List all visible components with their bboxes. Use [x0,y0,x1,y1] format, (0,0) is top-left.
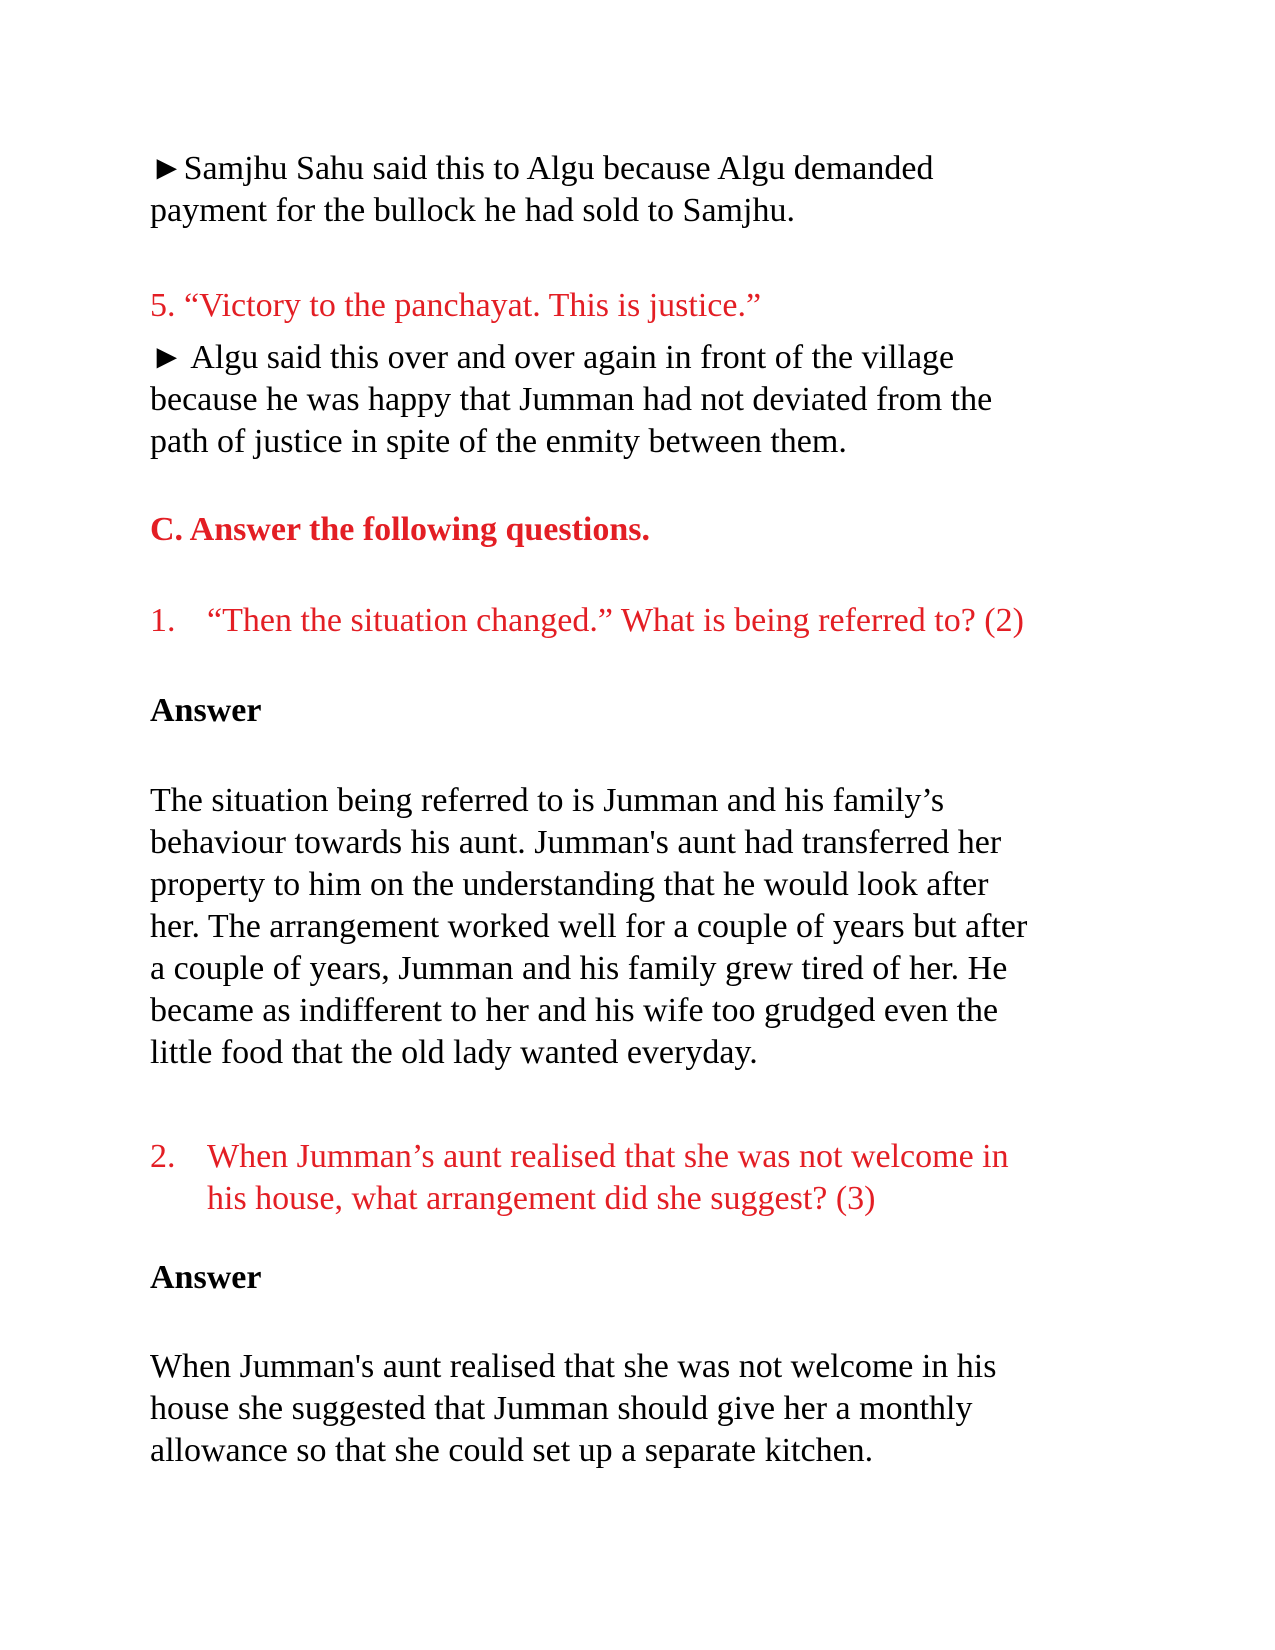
answer-paragraph-4: ►Samjhu Sahu said this to Algu because Algu demanded payment for the bullock he had sold to Samjhu. [150,150,934,229]
question-2-number: 2. [150,1138,176,1175]
answer-2-heading: Answer [150,1259,262,1296]
question-2 [150,1136,1110,1220]
quote-question-5: 5. “Victory to the panchayat. This is justice.” [150,287,762,324]
question-1-number: 1. [150,602,176,639]
section-heading: C. Answer the following questions. [150,511,650,548]
question-1 [150,600,1110,642]
answer-1-heading: Answer [150,692,262,729]
answer-paragraph-5: ► Algu said this over and over again in front of the village because he was happy that Jumman had not deviated from the path of justice in spite of the enmity between them. [150,339,993,460]
question-2-text: When Jumman’s aunt realised that she was not welcome in his house, what arrangement did she suggest? (3) [207,1138,1009,1217]
question-1-text: “Then the situation changed.” What is being referred to? (2) [207,602,1024,639]
answer-1-text: The situation being referred to is Jumman and his family’s behaviour towards his aunt. Jumman's aunt had transferred her property to him on the understanding that he would look after her. The arrangement worked well for a couple of years but after a couple of years, Jumman and his family grew tired of her. He became as indifferent to her and his wife too grudged even the little food that the old lady wanted everyday. [150,782,1028,1071]
answer-2-text: When Jumman's aunt realised that she was not welcome in his house she suggested that Jumman should give her a monthly allowance so that she could set up a separate kitchen. [150,1348,997,1469]
